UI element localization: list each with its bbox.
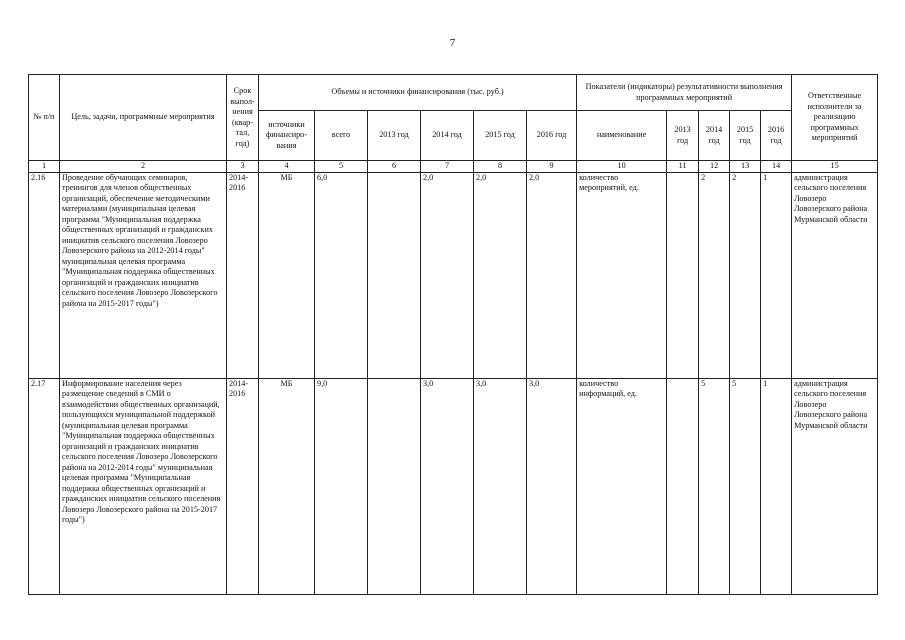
row-term: 2014-2016	[227, 378, 259, 594]
column-number: 10	[577, 161, 667, 173]
row-responsible: администрация сельского поселения Ловозеро Ловозерского района Мурманской области	[792, 172, 878, 378]
row-indicator-2013	[667, 172, 699, 378]
column-number: 8	[474, 161, 527, 173]
header-term: Срок выпол-нения (квар-тал, год)	[227, 75, 259, 161]
row-2014: 2,0	[421, 172, 474, 378]
row-indicator-2015: 2	[730, 172, 761, 378]
header-2016: 2016 год	[527, 111, 577, 161]
row-indicator-2014: 2	[699, 172, 730, 378]
row-term: 2014-2016	[227, 172, 259, 378]
column-number: 9	[527, 161, 577, 173]
row-indicator-2016: 1	[761, 172, 792, 378]
row-num: 2.16	[29, 172, 60, 378]
header-indicator-2014: 2014 год	[699, 111, 730, 161]
row-total: 6,0	[315, 172, 368, 378]
column-number: 15	[792, 161, 878, 173]
row-indicator-2014: 5	[699, 378, 730, 594]
row-2013	[368, 378, 421, 594]
column-number: 6	[368, 161, 421, 173]
column-number: 13	[730, 161, 761, 173]
column-number: 2	[60, 161, 227, 173]
page-number: 7	[449, 37, 456, 49]
table-row	[29, 172, 878, 378]
header-indicator-2016: 2016 год	[761, 111, 792, 161]
column-number: 14	[761, 161, 792, 173]
column-number: 12	[699, 161, 730, 173]
header-responsible: Ответственные исполнители за реализацию программных мероприятий	[792, 75, 878, 161]
header-2014: 2014 год	[421, 111, 474, 161]
header-financing: Объемы и источники финансирования (тыс. руб.)	[259, 75, 577, 111]
row-goal: Проведение обучающих семинаров, тренингов для членов общественных организаций, обеспечение методическими материалами (муниципальная целевая программа "Муниципальная поддержка общественных организаций и гражданских инициатив сельского поселения Ловозеро Ловозерского района на 2012-2014 годы" муниципальная целевая программа "Муниципальная поддержка общественных организаций и гражданских инициатив сельского поселения Ловозеро Ловозерского района на 2015-2017 годы")	[60, 172, 227, 378]
column-number: 7	[421, 161, 474, 173]
row-indicator-2013	[667, 378, 699, 594]
column-number: 3	[227, 161, 259, 173]
header-indicator-2013: 2013 год	[667, 111, 699, 161]
row-responsible: администрация сельского поселения Ловозеро Ловозерского района Мурманской области	[792, 378, 878, 594]
row-num: 2.17	[29, 378, 60, 594]
row-indicator-2015: 5	[730, 378, 761, 594]
header-goal: Цель, задачи, программные мероприятия	[60, 75, 227, 161]
header-total: всего	[315, 111, 368, 161]
table-row	[29, 378, 878, 594]
header-indicator-2015: 2015 год	[730, 111, 761, 161]
row-source: МБ	[259, 378, 315, 594]
row-goal: Информирование населения через размещение сведений в СМИ о взаимодействии общественных организаций, пользующихся муниципальной поддержкой (муниципальная целевая программа "Муниципальная поддержка общественных организаций и гражданских инициатив сельского поселения Ловозеро Ловозерского района на 2012-2014 годы" муниципальная целевая программа "Муниципальная поддержка общественных организаций и гражданских инициатив сельского поселения Ловозеро Ловозерского района на 2015-2017 годы")	[60, 378, 227, 594]
row-2015: 3,0	[474, 378, 527, 594]
row-2014: 3,0	[421, 378, 474, 594]
header-indicators: Показатели (индикаторы) результативности выполнения программных мероприятий	[577, 75, 792, 111]
row-2015: 2,0	[474, 172, 527, 378]
column-number: 11	[667, 161, 699, 173]
row-2013	[368, 172, 421, 378]
row-indicator: количество мероприятий, ед.	[577, 172, 667, 378]
header-num: № п/п	[29, 75, 60, 161]
row-2016: 3,0	[527, 378, 577, 594]
column-number: 4	[259, 161, 315, 173]
program-table	[28, 74, 878, 595]
row-indicator-2016: 1	[761, 378, 792, 594]
column-number: 5	[315, 161, 368, 173]
header-sources: источники финансиро-вания	[259, 111, 315, 161]
header-2013: 2013 год	[368, 111, 421, 161]
row-source: МБ	[259, 172, 315, 378]
row-2016: 2,0	[527, 172, 577, 378]
row-total: 9,0	[315, 378, 368, 594]
header-indicator-name: наименование	[577, 111, 667, 161]
header-2015: 2015 год	[474, 111, 527, 161]
column-number: 1	[29, 161, 60, 173]
row-indicator: количество информаций, ед.	[577, 378, 667, 594]
